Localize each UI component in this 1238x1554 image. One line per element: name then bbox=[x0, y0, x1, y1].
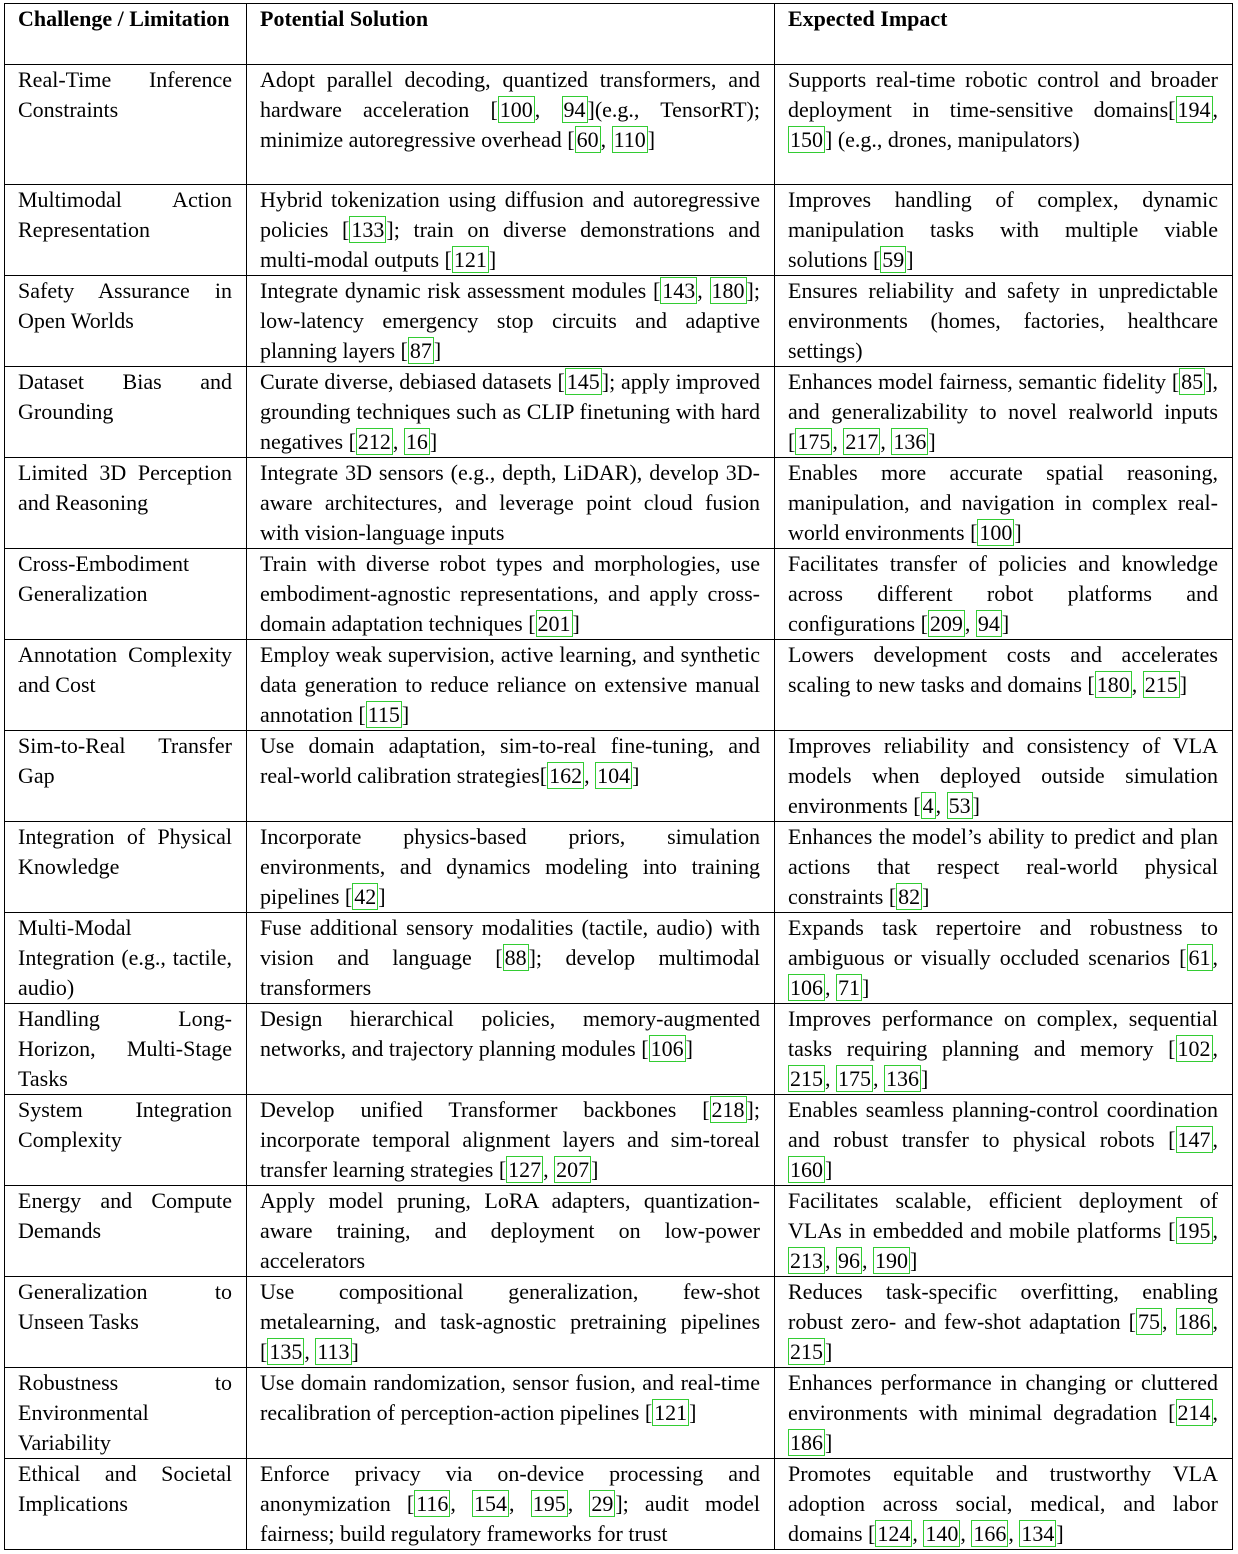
impact-cell: Promotes equitable and trustworthy VLA adoption across social, medical, and labor domains [124, 140, 166, 134] bbox=[775, 1459, 1233, 1550]
citation-link[interactable]: 75 bbox=[1137, 1309, 1160, 1334]
table-row bbox=[5, 1459, 1233, 1550]
citation-link[interactable]: 53 bbox=[948, 793, 971, 818]
citation-link[interactable]: 180 bbox=[1096, 672, 1130, 697]
solution-cell: Use compositional generalization, few-shot metalearning, and task-agnostic pretraining pipelines [135, 113] bbox=[247, 1277, 775, 1368]
header-solution: Potential Solution bbox=[247, 4, 775, 65]
citation-link[interactable]: 195 bbox=[1177, 1218, 1211, 1243]
impact-cell: Improves performance on complex, sequential tasks requiring planning and memory [102, 215, 175, 136] bbox=[775, 1004, 1233, 1095]
citation-link[interactable]: 106 bbox=[650, 1036, 684, 1061]
challenge-cell: Robustness to Environmental Variability bbox=[5, 1368, 247, 1459]
challenge-cell: Dataset Bias and Grounding bbox=[5, 367, 247, 458]
impact-cell: Ensures reliability and safety in unpredictable environments (homes, factories, healthcare settings) bbox=[775, 276, 1233, 367]
header-row bbox=[5, 4, 1233, 65]
table-row bbox=[5, 1368, 1233, 1459]
citation-link[interactable]: 113 bbox=[317, 1339, 350, 1364]
citation-link[interactable]: 71 bbox=[838, 975, 860, 1000]
challenge-cell: Cross-Embodiment Generalization bbox=[5, 549, 247, 640]
citation-link[interactable]: 217 bbox=[845, 429, 879, 454]
challenges-table bbox=[4, 3, 1233, 1550]
challenge-cell: Ethical and Societal Implications bbox=[5, 1459, 247, 1550]
impact-cell: Supports real-time robotic control and broader deployment in time-sensitive domains[194, 150] (e.g., drones, manipulators) bbox=[775, 65, 1233, 185]
challenge-cell: Handling Long-Horizon, Multi-Stage Tasks bbox=[5, 1004, 247, 1095]
impact-cell: Enhances performance in changing or cluttered environments with minimal degradation [214, 186] bbox=[775, 1368, 1233, 1459]
challenge-cell: Integration of Physical Knowledge bbox=[5, 822, 247, 913]
citation-link[interactable]: 87 bbox=[409, 338, 432, 363]
table-row bbox=[5, 913, 1233, 1004]
citation-link[interactable]: 136 bbox=[893, 429, 927, 454]
citation-link[interactable]: 218 bbox=[711, 1097, 745, 1122]
citation-link[interactable]: 133 bbox=[351, 217, 385, 242]
solution-cell: Use domain adaptation, sim-to-real fine-tuning, and real-world calibration strategies[162, 104] bbox=[247, 731, 775, 822]
challenge-cell: Multimodal Action Representation bbox=[5, 185, 247, 276]
citation-link[interactable]: 214 bbox=[1177, 1400, 1211, 1425]
citation-link[interactable]: 215 bbox=[1144, 672, 1178, 697]
impact-cell: Expands task repertoire and robustness to ambiguous or visually occluded scenarios [61, 106, 71] bbox=[775, 913, 1233, 1004]
solution-cell: Hybrid tokenization using diffusion and autoregressive policies [133]; train on diverse demonstrations and multi-modal outputs [121] bbox=[247, 185, 775, 276]
citation-link[interactable]: 143 bbox=[662, 278, 696, 303]
citation-link[interactable]: 104 bbox=[597, 763, 631, 788]
impact-cell: Lowers development costs and accelerates scaling to new tasks and domains [180, 215] bbox=[775, 640, 1233, 731]
citation-link[interactable]: 212 bbox=[357, 429, 391, 454]
solution-cell: Use domain randomization, sensor fusion, and real-time recalibration of perception-action pipelines [121] bbox=[247, 1368, 775, 1459]
citation-link[interactable]: 121 bbox=[654, 1400, 688, 1425]
challenge-cell: System Integration Complexity bbox=[5, 1095, 247, 1186]
challenge-cell: Generalization to Unseen Tasks bbox=[5, 1277, 247, 1368]
citation-link[interactable]: 145 bbox=[566, 369, 600, 394]
citation-link[interactable]: 134 bbox=[1021, 1521, 1055, 1546]
impact-cell: Facilitates transfer of policies and knowledge across different robot platforms and configurations [209, 94] bbox=[775, 549, 1233, 640]
citation-link[interactable]: 215 bbox=[790, 1339, 823, 1364]
citation-link[interactable]: 135 bbox=[269, 1339, 303, 1364]
table-row bbox=[5, 1277, 1233, 1368]
challenge-cell: Multi-Modal Integration (e.g., tactile, audio) bbox=[5, 913, 247, 1004]
table-row bbox=[5, 185, 1233, 276]
challenge-cell: Sim-to-Real Transfer Gap bbox=[5, 731, 247, 822]
citation-link[interactable]: 42 bbox=[354, 884, 377, 909]
citation-link[interactable]: 186 bbox=[790, 1430, 823, 1455]
solution-cell: Develop unified Transformer backbones [218]; incorporate temporal alignment layers and sim-toreal transfer learning strategies [127, 207] bbox=[247, 1095, 775, 1186]
impact-cell: Enhances the model’s ability to predict and plan actions that respect real-world physical constraints [82] bbox=[775, 822, 1233, 913]
citation-link[interactable]: 96 bbox=[838, 1248, 860, 1273]
citation-link[interactable]: 136 bbox=[886, 1066, 919, 1091]
table-row bbox=[5, 65, 1233, 185]
citation-link[interactable]: 106 bbox=[790, 975, 823, 1000]
table-row bbox=[5, 458, 1233, 549]
table-row bbox=[5, 276, 1233, 367]
citation-link[interactable]: 100 bbox=[499, 97, 533, 122]
table-row bbox=[5, 549, 1233, 640]
citation-link[interactable]: 140 bbox=[925, 1521, 959, 1546]
impact-cell: Facilitates scalable, efficient deployment of VLAs in embedded and mobile platforms [195, 213, 96, 190] bbox=[775, 1186, 1233, 1277]
table-body bbox=[5, 65, 1233, 1550]
impact-cell: Enables more accurate spatial reasoning, manipulation, and navigation in complex real-world environments [100] bbox=[775, 458, 1233, 549]
challenge-cell: Real-Time Inference Constraints bbox=[5, 65, 247, 185]
citation-link[interactable]: 116 bbox=[416, 1491, 449, 1516]
citation-link[interactable]: 215 bbox=[790, 1066, 823, 1091]
table-row bbox=[5, 822, 1233, 913]
table-row bbox=[5, 367, 1233, 458]
citation-link[interactable]: 124 bbox=[877, 1521, 911, 1546]
citation-link[interactable]: 180 bbox=[711, 278, 745, 303]
solution-cell: Incorporate physics-based priors, simulation environments, and dynamics modeling into training pipelines [42] bbox=[247, 822, 775, 913]
table-row bbox=[5, 1004, 1233, 1095]
citation-link[interactable]: 127 bbox=[508, 1157, 542, 1182]
citation-link[interactable]: 175 bbox=[797, 429, 831, 454]
citation-link[interactable]: 115 bbox=[367, 702, 400, 727]
citation-link[interactable]: 213 bbox=[790, 1248, 823, 1273]
citation-link[interactable]: 186 bbox=[1177, 1309, 1211, 1334]
challenge-cell: Safety Assurance in Open Worlds bbox=[5, 276, 247, 367]
solution-cell: Enforce privacy via on-device processing and anonymization [116, 154, 195, 29]; audit model fairness; build regulatory frameworks for trust bbox=[247, 1459, 775, 1550]
solution-cell: Apply model pruning, LoRA adapters, quantization-aware training, and deployment on low-power accelerators bbox=[247, 1186, 775, 1277]
citation-link[interactable]: 94 bbox=[977, 611, 1000, 636]
citation-link[interactable]: 190 bbox=[875, 1248, 908, 1273]
citation-link[interactable]: 102 bbox=[1177, 1036, 1211, 1061]
impact-cell: Improves handling of complex, dynamic manipulation tasks with multiple viable solutions [59] bbox=[775, 185, 1233, 276]
solution-cell: Design hierarchical policies, memory-augmented networks, and trajectory planning modules [106] bbox=[247, 1004, 775, 1095]
table-row bbox=[5, 640, 1233, 731]
impact-cell: Enables seamless planning-control coordination and robust transfer to physical robots [147, 160] bbox=[775, 1095, 1233, 1186]
impact-cell: Improves reliability and consistency of VLA models when deployed outside simulation environments [4, 53] bbox=[775, 731, 1233, 822]
citation-link[interactable]: 209 bbox=[929, 611, 963, 636]
citation-link[interactable]: 147 bbox=[1177, 1127, 1211, 1152]
citation-link[interactable]: 94 bbox=[563, 97, 586, 122]
citation-link[interactable]: 29 bbox=[591, 1491, 614, 1516]
impact-cell: Enhances model fairness, semantic fidelity [85], and generalizability to novel realworld inputs [175, 217, 136] bbox=[775, 367, 1233, 458]
challenge-cell: Energy and Compute Demands bbox=[5, 1186, 247, 1277]
table-row bbox=[5, 1186, 1233, 1277]
citation-link[interactable]: 154 bbox=[474, 1491, 508, 1516]
citation-link[interactable]: 195 bbox=[532, 1491, 566, 1516]
solution-cell: Employ weak supervision, active learning, and synthetic data generation to reduce reliance on extensive manual annotation [115] bbox=[247, 640, 775, 731]
citation-link[interactable]: 175 bbox=[838, 1066, 871, 1091]
table-row bbox=[5, 731, 1233, 822]
citation-link[interactable]: 201 bbox=[537, 611, 571, 636]
citation-link[interactable]: 160 bbox=[790, 1157, 823, 1182]
citation-link[interactable]: 194 bbox=[1177, 97, 1211, 122]
solution-cell: Fuse additional sensory modalities (tactile, audio) with vision and language [88]; develop multimodal transformers bbox=[247, 913, 775, 1004]
solution-cell: Integrate 3D sensors (e.g., depth, LiDAR), develop 3D-aware architectures, and leverage point cloud fusion with vision-language inputs bbox=[247, 458, 775, 549]
solution-cell: Train with diverse robot types and morphologies, use embodiment-agnostic representations, and apply cross-domain adaptation techniques [201] bbox=[247, 549, 775, 640]
citation-link[interactable]: 16 bbox=[405, 429, 428, 454]
solution-cell: Adopt parallel decoding, quantized transformers, and hardware acceleration [100, 94](e.g., TensorRT); minimize autoregressive overhead [60, 110] bbox=[247, 65, 775, 185]
citation-link[interactable]: 88 bbox=[504, 945, 527, 970]
citation-link[interactable]: 110 bbox=[613, 127, 646, 152]
citation-link[interactable]: 60 bbox=[576, 127, 599, 152]
citation-link[interactable]: 61 bbox=[1188, 945, 1211, 970]
table-row bbox=[5, 1095, 1233, 1186]
challenge-cell: Annotation Complexity and Cost bbox=[5, 640, 247, 731]
citation-link[interactable]: 100 bbox=[979, 520, 1013, 545]
citation-link[interactable]: 162 bbox=[549, 763, 583, 788]
header-challenge: Challenge / Limitation bbox=[5, 4, 247, 65]
impact-cell: Reduces task-specific overfitting, enabling robust zero- and few-shot adaptation [75, 186, 215] bbox=[775, 1277, 1233, 1368]
citation-link[interactable]: 166 bbox=[973, 1521, 1007, 1546]
challenge-cell: Limited 3D Perception and Reasoning bbox=[5, 458, 247, 549]
citation-link[interactable]: 59 bbox=[882, 247, 905, 272]
header-impact: Expected Impact bbox=[775, 4, 1233, 65]
citation-link[interactable]: 4 bbox=[922, 793, 934, 818]
citation-link[interactable]: 207 bbox=[556, 1157, 590, 1182]
citation-link[interactable]: 82 bbox=[898, 884, 921, 909]
citation-link[interactable]: 150 bbox=[790, 127, 823, 152]
solution-cell: Integrate dynamic risk assessment modules [143, 180]; low-latency emergency stop circuits and adaptive planning layers [87] bbox=[247, 276, 775, 367]
citation-link[interactable]: 85 bbox=[1181, 369, 1204, 394]
solution-cell: Curate diverse, debiased datasets [145]; apply improved grounding techniques such as CLIP finetuning with hard negatives [212, 16] bbox=[247, 367, 775, 458]
citation-link[interactable]: 121 bbox=[453, 247, 487, 272]
